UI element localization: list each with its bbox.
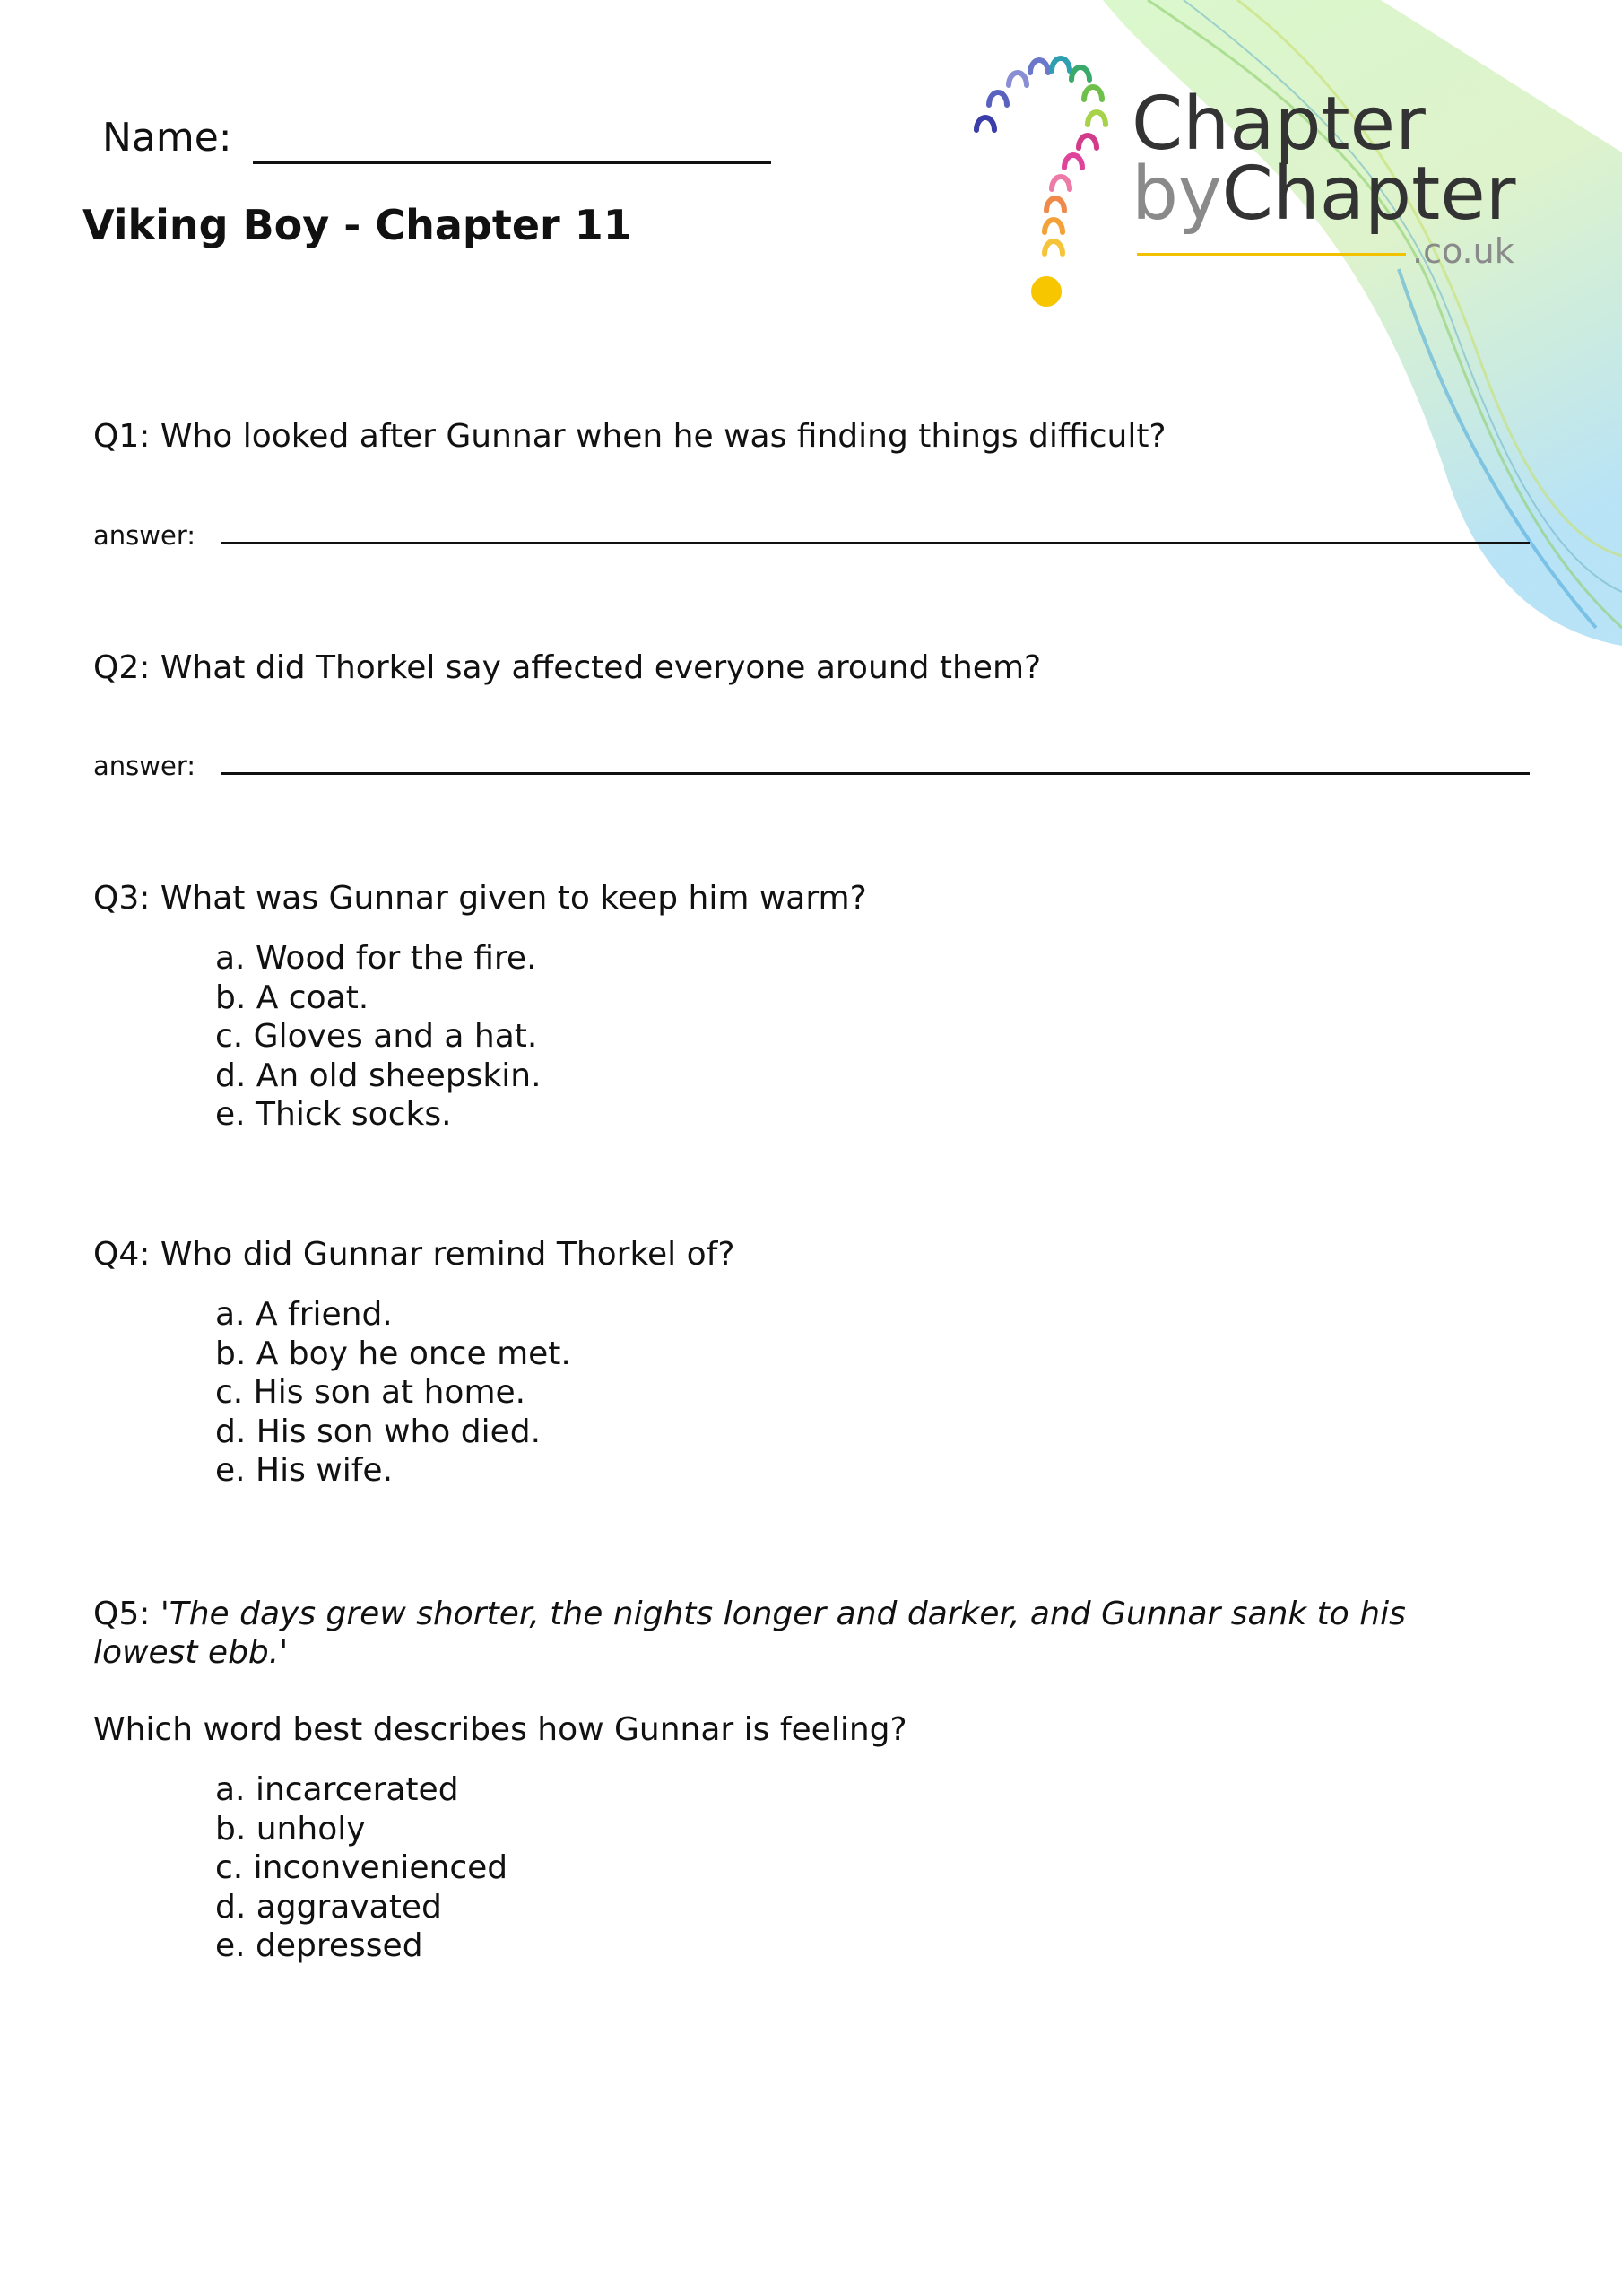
option-b[interactable]: b. A coat. <box>215 978 369 1016</box>
question-3: Q3: What was Gunnar given to keep him warm? <box>93 880 867 917</box>
worksheet-title: Viking Boy - Chapter 11 <box>82 201 632 249</box>
option-a[interactable]: a. A friend. <box>215 1296 393 1333</box>
question-5-options <box>215 1770 507 1966</box>
option-d[interactable]: d. aggravated <box>215 1888 442 1926</box>
option-e[interactable]: e. Thick socks. <box>215 1096 452 1133</box>
option-e[interactable]: e. depressed <box>215 1927 423 1964</box>
name-label: Name: <box>102 115 232 161</box>
logo-rule <box>1137 253 1406 256</box>
answer-label-2: answer: <box>93 751 196 781</box>
option-e[interactable]: e. His wife. <box>215 1452 394 1489</box>
question-5: Which word best describes how Gunnar is feeling? <box>93 1711 907 1748</box>
question-5-quote <box>93 1595 1492 1672</box>
option-d[interactable]: d. An old sheepskin. <box>215 1057 542 1094</box>
name-field-line[interactable] <box>253 161 771 164</box>
logo-domain: .co.uk <box>1412 231 1514 271</box>
logo-wordmark-line1: Chapter <box>1132 82 1426 167</box>
question-1: Q1: Who looked after Gunnar when he was finding things difficult? <box>93 418 1167 455</box>
question-4: Q4: Who did Gunnar remind Thorkel of? <box>93 1236 735 1273</box>
option-d[interactable]: d. His son who died. <box>215 1413 542 1450</box>
question-4-options <box>215 1295 571 1491</box>
question-5-prefix: Q5: <box>93 1596 160 1632</box>
option-c[interactable]: c. Gloves and a hat. <box>215 1018 538 1055</box>
answer-line-2[interactable] <box>221 772 1530 775</box>
option-b[interactable]: b. unholy <box>215 1810 366 1848</box>
option-c[interactable]: c. inconvenienced <box>215 1849 508 1886</box>
logo-by: by <box>1132 152 1222 237</box>
logo-wordmark-line2 <box>1132 152 1516 237</box>
answer-label-1: answer: <box>93 520 196 551</box>
option-b[interactable]: b. A boy he once met. <box>215 1335 571 1372</box>
question-2: Q2: What did Thorkel say affected everyone around them? <box>93 649 1042 686</box>
option-a[interactable]: a. incarcerated <box>215 1771 459 1808</box>
answer-line-1[interactable] <box>221 542 1530 544</box>
quote-text: 'The days grew shorter, the nights longer and darker, and Gunnar sank to his lowest ebb.' <box>93 1596 1406 1671</box>
option-a[interactable]: a. Wood for the fire. <box>215 940 537 977</box>
question-mark-books-logo-icon <box>964 49 1125 314</box>
question-3-options <box>215 939 542 1135</box>
logo-chapter: Chapter <box>1221 152 1516 237</box>
option-c[interactable]: c. His son at home. <box>215 1374 526 1411</box>
